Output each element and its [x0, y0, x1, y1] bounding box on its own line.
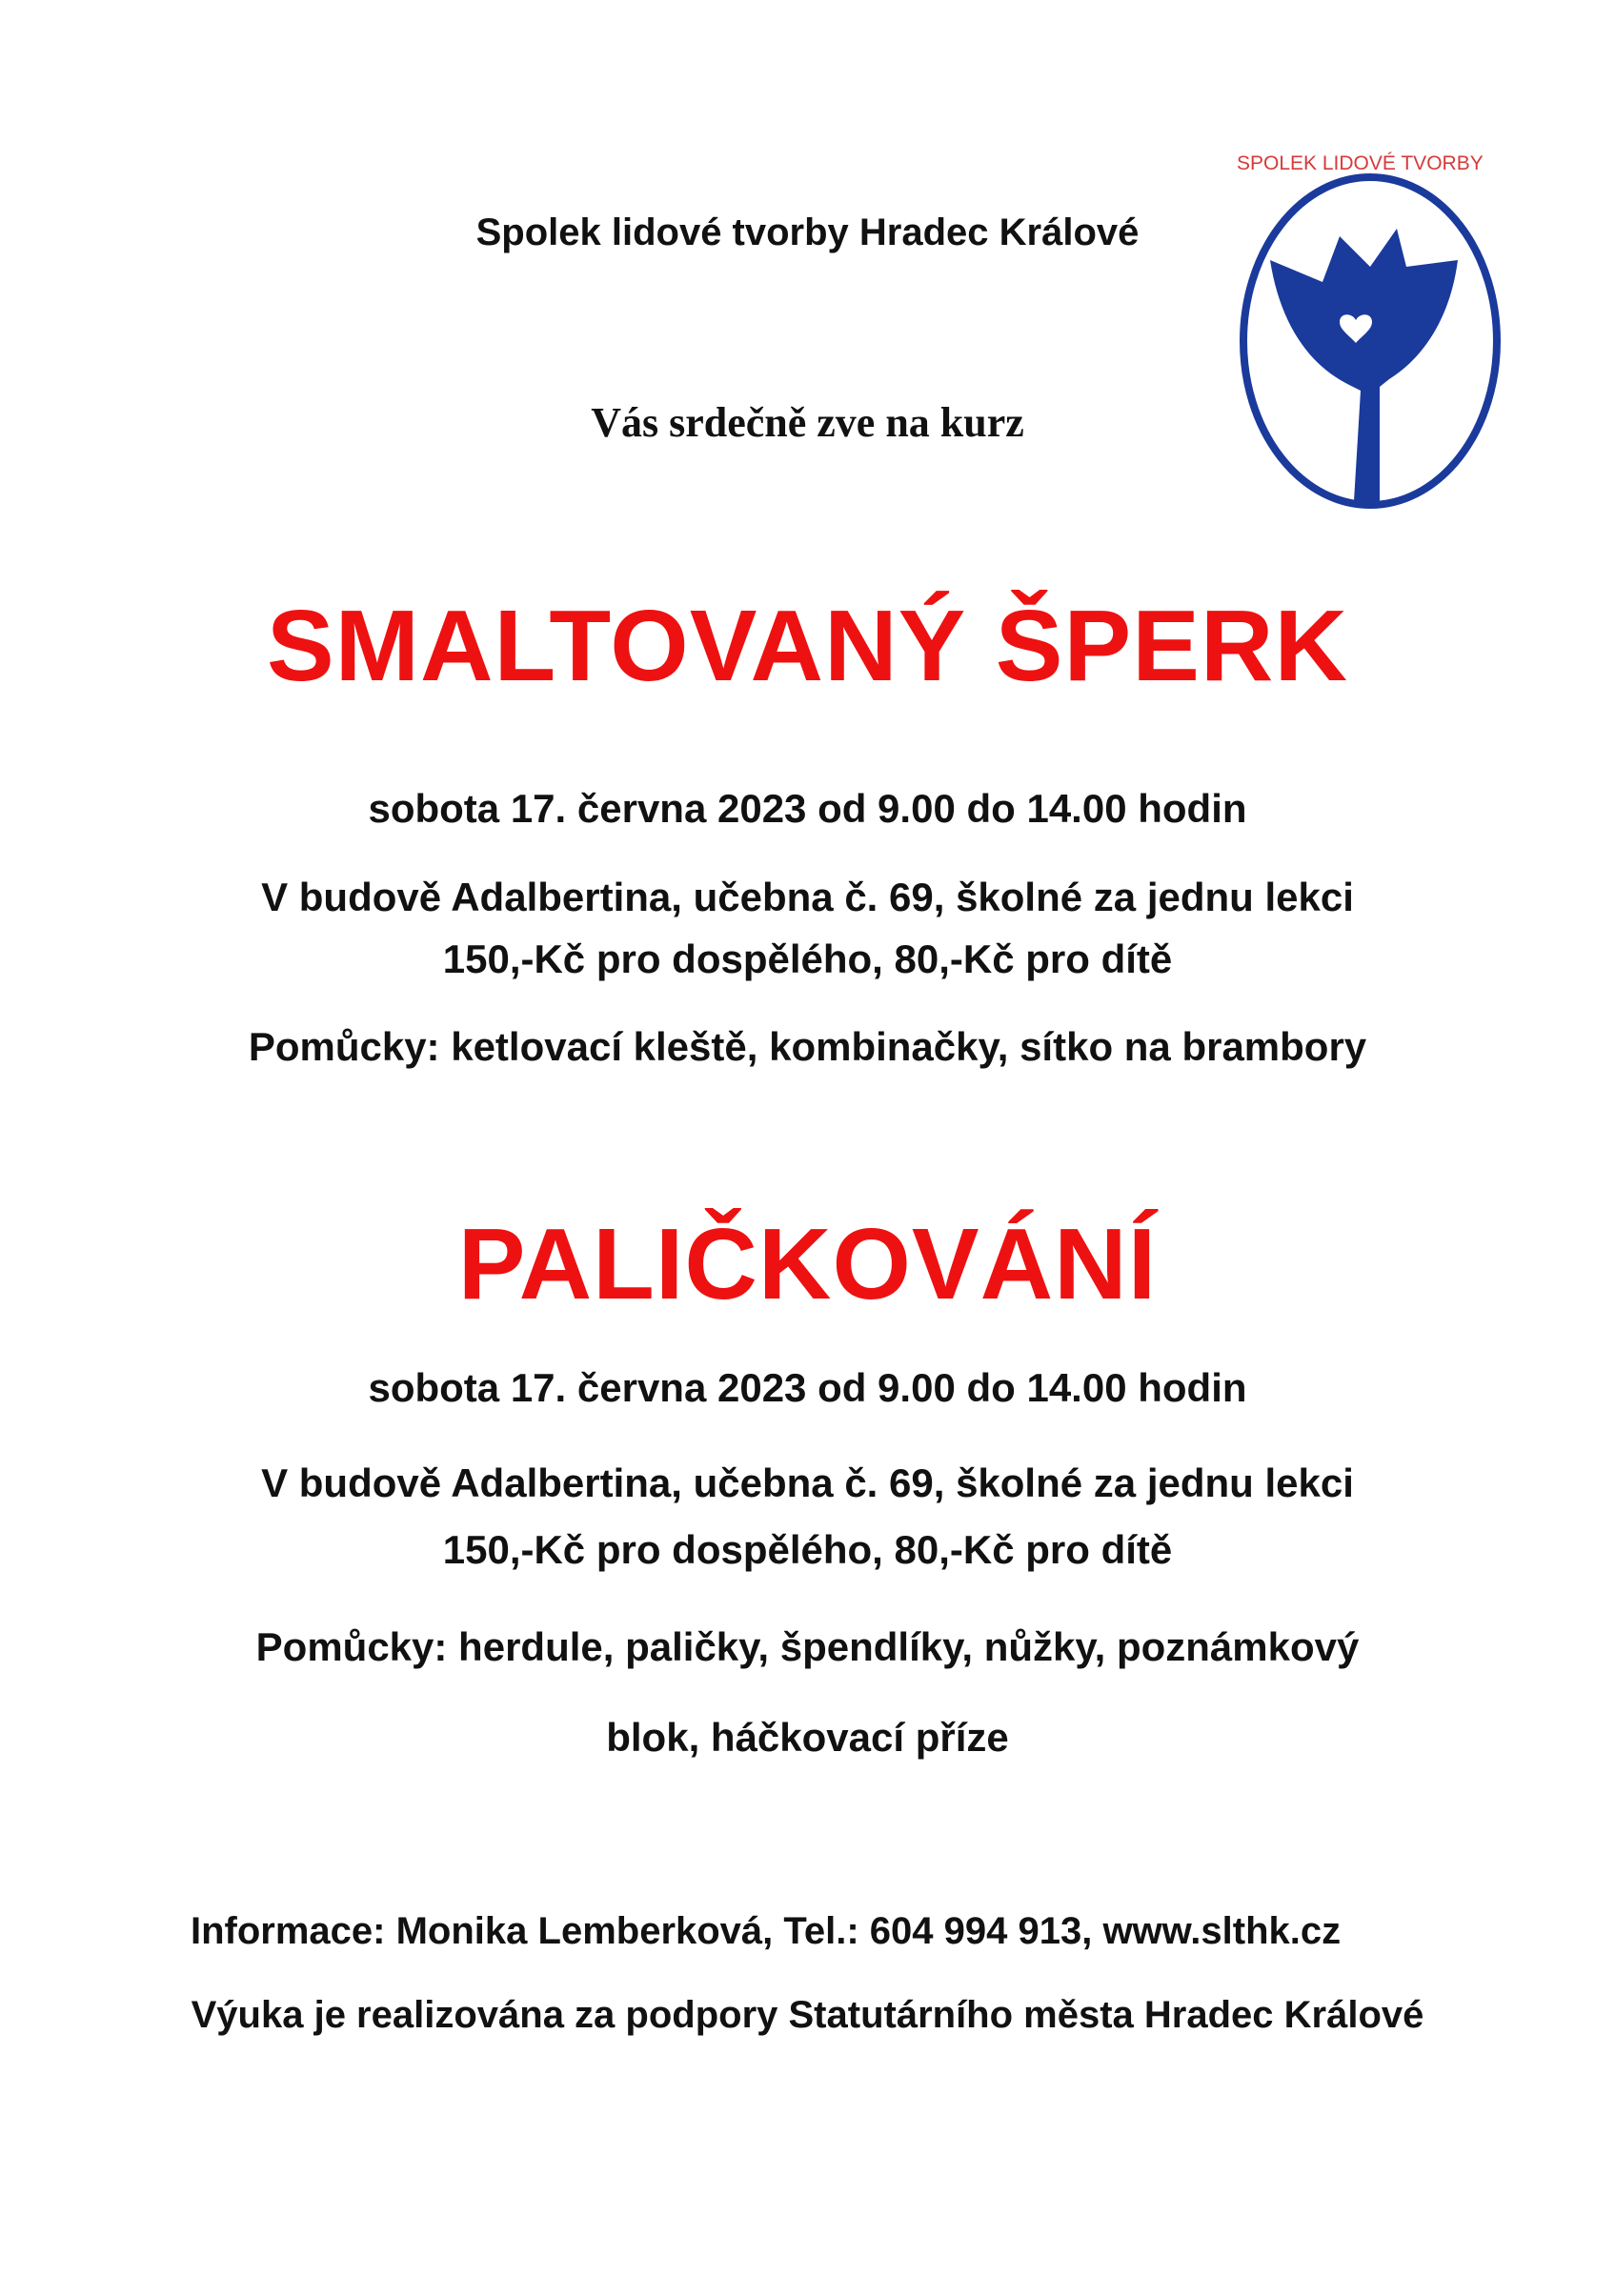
course-2-location: V budově Adalbertina, učebna č. 69, školné za jednu lekci [261, 1460, 1354, 1505]
course-2-title: PALIČKOVÁNÍ [457, 1208, 1158, 1320]
tulip-icon [1270, 229, 1458, 501]
logo-text: SPOLEK LIDOVÉ TVORBY [1237, 152, 1484, 174]
course-2-supplies-line-1: Pomůcky: herdule, paličky, špendlíky, nůžky, poznámkový [255, 1624, 1360, 1669]
invitation-text: Vás srdečně zve na kurz [591, 399, 1024, 446]
support-note: Výuka je realizována za podpory Statutárního města Hradec Králové [191, 1994, 1424, 2036]
organization-name: Spolek lidové tvorby Hradec Králové [475, 211, 1140, 253]
association-logo [1237, 152, 1504, 513]
course-2-date: sobota 17. června 2023 od 9.00 do 14.00 hodin [368, 1365, 1247, 1410]
course-1-supplies: Pomůcky: ketlovací kleště, kombinačky, sítko na brambory [248, 1024, 1367, 1069]
course-1-location: V budově Adalbertina, učebna č. 69, školné za jednu lekci [261, 875, 1354, 919]
course-1-date: sobota 17. června 2023 od 9.00 do 14.00 hodin [368, 786, 1247, 831]
course-1-price: 150,-Kč pro dospělého, 80,-Kč pro dítě [442, 937, 1173, 981]
contact-info: Informace: Monika Lemberková, Tel.: 604 994 913, www.slthk.cz [191, 1910, 1342, 1952]
course-2-price: 150,-Kč pro dospělého, 80,-Kč pro dítě [442, 1527, 1173, 1572]
course-1-title: SMALTOVANÝ ŠPERK [266, 590, 1348, 702]
course-2-supplies-line-2: blok, háčkovací příze [606, 1715, 1009, 1760]
